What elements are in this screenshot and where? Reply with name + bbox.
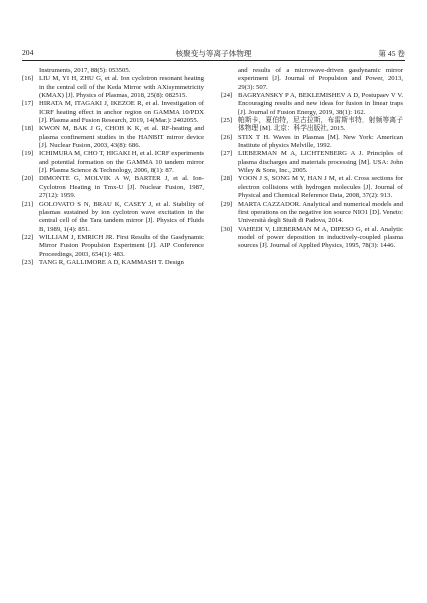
reference-text: WILLIAM J, EMRICH JR. First Results of the Gasdynamic Mirror Fusion Propulsion Experiment [J]. AIP Conference Proceedings, 2003, 654(1): 483. (39, 233, 204, 258)
reference-item (22, 259, 204, 267)
page-header (22, 46, 405, 60)
reference-text: 帕斯卡，夏伯特，尼古拉斯，布雷斯韦特．射频等离子体物理 [M]. 北京：科学出版社, 2015. (238, 117, 403, 133)
reference-number: [27] (221, 150, 233, 158)
reference-item (221, 201, 403, 226)
reference-item (221, 67, 403, 92)
reference-list-right (221, 67, 403, 251)
reference-item (221, 134, 403, 151)
reference-item (22, 150, 204, 175)
reference-number: [19] (22, 150, 34, 158)
reference-item (22, 75, 204, 100)
reference-text: KWON M, BAK J G, CHOH K K, et al. RF-heating and plasma confinement studies in the HANBIT mirror device [J]. Nuclear Fusion, 2003, 43(8): 686. (39, 125, 204, 150)
reference-item (22, 234, 204, 259)
page-number: 204 (22, 48, 34, 57)
reference-number: [29] (221, 200, 233, 208)
reference-number: [17] (22, 100, 34, 108)
reference-item (221, 150, 403, 175)
reference-text: LIEBERMAN M A, LICHTENBERG A J. Principles of plasma discharges and materials processing [M]. USA: John Wiley & Sons, Inc., 2005. (238, 150, 403, 175)
reference-item (221, 117, 403, 134)
reference-number: [22] (22, 233, 34, 241)
reference-number: [20] (22, 175, 34, 183)
reference-item (221, 175, 403, 200)
reference-number: [24] (221, 92, 233, 100)
reference-item (22, 100, 204, 125)
reference-number: [25] (221, 117, 233, 125)
reference-item (221, 92, 403, 117)
reference-list-left (22, 67, 204, 267)
reference-number: [18] (22, 125, 34, 133)
reference-number: [26] (221, 133, 233, 141)
reference-text: Instruments, 2017, 88(5): 053505. (39, 67, 131, 74)
reference-item (22, 201, 204, 234)
reference-text: ICHIMURA M, CHO T, HIGAKI H, et al. ICRF experiments and potential formation on the GAMMA 10 tandem mirror [J]. Plasma Science & Technology, 2006, 8(1): 87. (39, 150, 204, 175)
reference-text: and results of a microwave-driven gasdynamic mirror experiment [J]. Journal of Propulsion and Power, 2013, 29(3): 507. (238, 67, 403, 91)
reference-text: BAGRYANSKY P A, BEKLEMISHEV A D, Postupaev V V. Encouraging results and new ideas for fusion in linear traps [J]. Journal of Fusion Energy, 2019, 38(1): 162. (238, 92, 403, 116)
reference-number: [23] (22, 258, 34, 266)
volume-label: 第 45 卷 (378, 49, 405, 58)
reference-text: YOON J S, SONG M Y, HAN J M, et al. Cross sections for electron collisions with hydrogen molecules [J]. Journal of Physical and Chemical Reference Data, 2008, 37(2): 913. (238, 175, 403, 200)
reference-text: HIRATA M, ITAGAKI J, IKEZOE R, et al. Investigation of ICRF heating effect in anchor region on GAMMA 10/PDX [J]. Plasma and Fusion Research, 2019, 14(Mar.): 2402055. (39, 100, 204, 125)
reference-number: [21] (22, 200, 34, 208)
reference-text: TANG R, GALLIMORE A D, KAMMASH T. Design (39, 258, 184, 266)
reference-item (22, 175, 204, 200)
reference-text: VAHEDI V, LIEBERMAN M A, DIPESO G, et al. Analytic model of power deposition in inductively-coupled plasma sources [J]. Journal of Applied Physics, 1995, 78(3): 1446. (238, 225, 403, 250)
reference-text: MARTA CAZZADOR. Analytical and numerical models and first operations on the negative ion source NIO1 [D]. Veneto: Università degli Studi di Padova, 2014. (238, 200, 403, 225)
reference-number: [30] (221, 225, 233, 233)
reference-text: STIX T H. Waves in Plasmas [M]. New York: American Institute of physics Melville, 1992. (238, 133, 403, 150)
reference-text: LIU M, YI H, ZHU G, et al. Ion cyclotron resonant heating in the central cell of the Keda Mirror with AXisymmetricity (KMAX) [J]. Physics of Plasmas, 2018, 25(8): 082515. (39, 75, 204, 100)
reference-text: GOLOVATO S N, BRAU K, CASEY J, et al. Stability of plasmas sustained by ion cyclotron wave excitation in the central cell of the Tara tandem mirror [J]. Physics of Fluids B, 1989, 1(4): 851. (39, 200, 204, 233)
reference-item (22, 67, 204, 75)
reference-item (22, 125, 204, 150)
reference-text: DIMONTE G, MOLVIK A W, BARTER J, et al. Ion-Cyclotron Heating in Tmx-U [J]. Nuclear Fusion, 1987, 27(12): 1959. (39, 175, 204, 200)
reference-number: [28] (221, 175, 233, 183)
reference-item (221, 226, 403, 251)
header-rule (22, 60, 405, 61)
journal-title: 核聚变与等离子体物理 (175, 49, 252, 58)
reference-number: [16] (22, 75, 34, 83)
